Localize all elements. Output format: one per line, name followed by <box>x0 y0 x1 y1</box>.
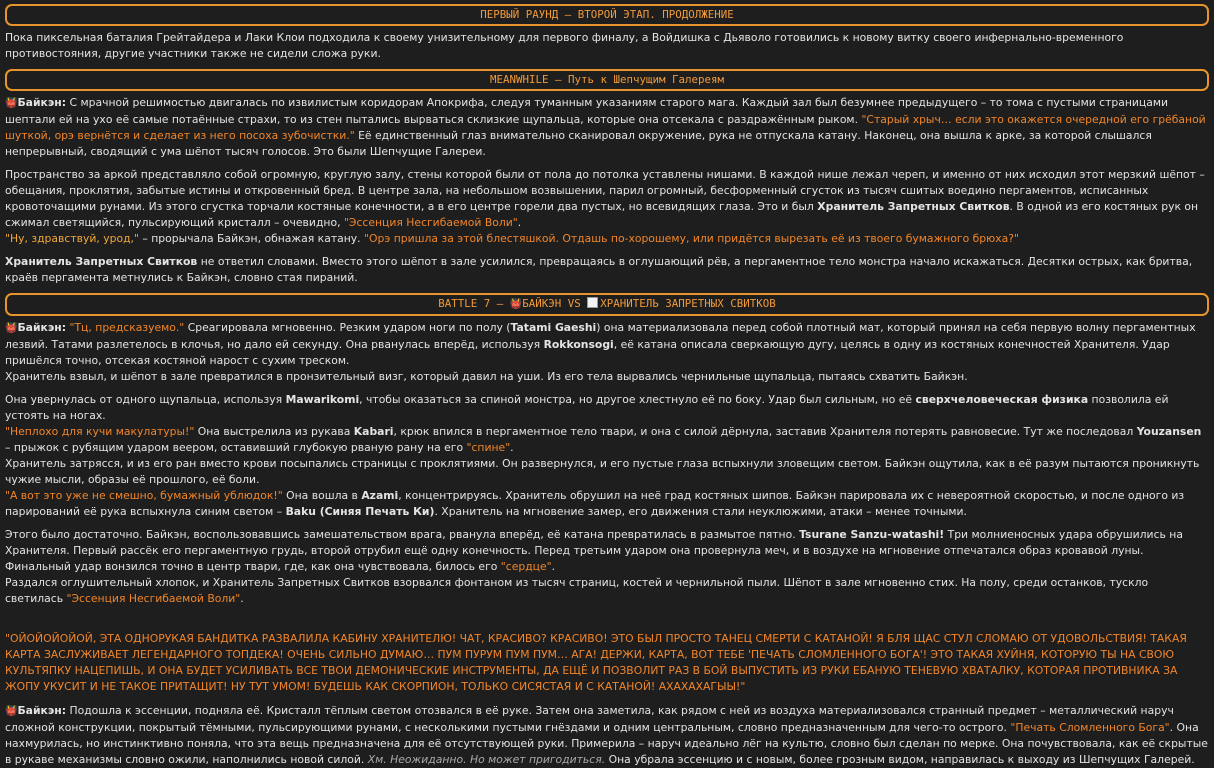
devil-icon: 👹 <box>5 323 18 334</box>
technique-name: Azami <box>361 489 399 502</box>
inner-thought: Хм. Неожиданно. Но может пригодиться. <box>367 753 606 766</box>
battle-banner <box>5 293 1209 316</box>
narration: , чтобы оказаться за спиной монстра, но другое хлестнуло её по боку. Удар был сильным, но её <box>359 393 916 406</box>
meanwhile-banner-title: MEANWHILE – Путь к Шепчущим Галереям <box>489 73 724 86</box>
narration: Хранитель затрясся, и из его ран вместо крови посыпались страницы с проклятиями. Он развернулся, и его пустые глаза вспыхнули зловещим светом. Байкэн ощутила, как в её разум пытаются проникнуть чужие мысли, образы её прошлого, её боли. <box>5 457 1200 486</box>
essence-name: "Эссенция Несгибаемой Воли" <box>66 592 241 605</box>
narration: . <box>510 441 514 454</box>
narration: не ответил словами. Вместо этого шёпот в зале усилился, превращаясь в оглушающий рёв, а пергаментное тело монстра начало искажаться. Десятки острых, как бритва, краёв пергамента метнулись к Байкэн, словно стая пираний. <box>5 255 1193 284</box>
narration: Она вошла в <box>282 489 362 502</box>
narration: Пространство за аркой представляло собой огромную, круглую залу, стены которой были от пола до потолка уставлены нишами. В каждой нише лежал череп, и именно от них исходил этот мерзкий шёпот – обещания, проклятия, забытые истины и откровенный бред. В центре зала, на небольшом возвышении, парил огромный, бесформенный сгусток из тысяч сшитых воедино пергаментов, исписанных кровоточащими рунами. Из этого сгустка торчали костяные конечности, а в его центре горели два пустых, но всевидящих глаза. Это и был <box>5 168 1205 213</box>
narration: . <box>551 560 556 573</box>
narration: Раздался оглушительный хлопок, и Хранитель Запретных Свитков взорвался фонтаном из тысяч страниц, костей и чернильной пыли. Шёпот в зале мгновенно стих. На полу, среди останков, тускло светилась <box>5 576 1149 605</box>
narration: Три молниеносных удара обрушились на Хранителя. Первый рассёк его пергаментную грудь, второй отрубил ещё одну конечность. Перед третьим ударом она провернула меч, и в воздухе на мгновение отпечатался образ кровавой луны. Финальный удар вонзился точно в центр твари, где, как она чувствовала, билось его <box>5 528 1183 573</box>
speaker-label: Байкэн: <box>17 96 67 109</box>
narration: . Хранитель на мгновение замер, его движения стали неуклюжими, атаки – менее точными. <box>434 505 967 518</box>
quote: "Тц, предсказуемо." <box>69 321 185 334</box>
devil-icon: 👹 <box>5 98 18 109</box>
speaker-label: Байкэн: <box>17 321 67 334</box>
narration: Хранитель взвыл, и шёпот в зале превратился в пронзительный визг, который давил на уши. Из его тела вырвались чернильные щупальца, пытаясь схватить Байкэн. <box>5 370 968 383</box>
paragraph-baiken-corridors <box>5 95 1209 160</box>
quote: "Неплохо для кучи макулатуры!" <box>5 425 195 438</box>
technique-name: Tsurane Sanzu-watashi! <box>799 528 945 541</box>
technique-name: Rokkonsogi <box>543 338 614 351</box>
narration: Она увернулась от одного щупальца, используя <box>5 393 286 406</box>
essence-name: "Эссенция Несгибаемой Воли" <box>343 216 518 229</box>
quote: "А вот это уже не смешно, бумажный ублюдок!" <box>5 489 283 502</box>
guardian-name: Хранитель Запретных Свитков <box>817 200 1010 213</box>
technique-name: Mawarikomi <box>285 393 360 406</box>
narration: Этого было достаточно. Байкэн, воспользовавшись замешательством врага, рванула вперёд, её катана превратилась в размытое пятно. <box>5 528 800 541</box>
narration: . <box>517 216 522 229</box>
book-icon <box>587 297 598 308</box>
narration: Подошла к эссенции, подняла её. Кристалл тёплым светом отозвался в её руке. Затем она заметила, как рядом с ней из воздуха материализовался странный предмет – металлический наруч сложной конструкции, покрытый тёмными, пульсирующими рунами, с несколькими пустыми гнёздами и одним центральным, словно предназначенным для чего-то острого. <box>5 704 1174 734</box>
narration: . Она нахмурилась, но инстинктивно поняла, что эта вещь предназначена для её отсутствующей руки. Примерила – наруч идеально лёг на культю, словно был сделан по мерке. Она почувствовала, как её скрытые в рукаве механизмы словно ожили, наполнились новой силой. <box>5 721 1208 766</box>
technique-name: Kabari <box>353 425 394 438</box>
narration: С мрачной решимостью двигалась по извилистым коридорам Апокрифа, следуя туманным указаниям старого мага. Каждый зал был безумнее предыдущего – то тома с пустыми страницами шептали ей на ухо её самые потаённые страхи, то из стен пытались вырваться склизкие щупальца, которые она отсекала с раздражённым рыком. <box>5 96 1169 126</box>
versus-label: VS <box>561 297 588 310</box>
technique-name: Youzansen <box>1136 425 1202 438</box>
paragraph-battle-finish <box>5 527 1209 607</box>
paragraph-reward <box>5 703 1209 768</box>
round-banner-title: ПЕРВЫЙ РАУНД – ВТОРОЙ ЭТАП. ПРОДОЛЖЕНИЕ <box>480 8 734 21</box>
devil-icon: 👹 <box>509 299 523 310</box>
fighter-a: БАЙКЭН <box>522 297 562 310</box>
narration: – прыжок с рубящим ударом веером, оставивший глубокую рваную рану на его <box>5 441 467 454</box>
narration: – прорычала Байкэн, обнажая катану. <box>138 232 365 245</box>
narration: Среагировала мгновенно. Резким ударом ноги по полу ( <box>184 321 511 334</box>
announcer-shout: "ОЙОЙОЙОЙОЙ, ЭТА ОДНОРУКАЯ БАНДИТКА РАЗВАЛИЛА КАБИНУ ХРАНИТЕЛЮ! ЧАТ, КРАСИВО? КРАСИВО! ЭТО БЫЛ ПРОСТО ТАНЕЦ СМЕРТИ С КАТАНОЙ! Я БЛЯ ЩАС СТУЛ СЛОМАЮ ОТ УДОВОЛЬСТВИЯ! ТАКАЯ КАРТА ЗАСЛУЖИВАЕТ ЛЕГЕНДАРНОГО ТОПДЕКА! ОЧЕНЬ СИЛЬНО ДУМАЮ… ПУМ ПУРУМ ПУМ ПУМ… АГА! ДЕРЖИ, КАРТА, ВОТ ТЕБЕ 'ПЕЧАТЬ СЛОМЛЕННОГО БОГА'! ЭТО ТАКАЯ ХУЙНЯ, КОТОРУЮ ТЫ НА СВОЮ КУЛЬТЯПКУ НАЦЕПИШЬ, И ОНА БУДЕТ УСИЛИВАТЬ ВСЕ ТВОИ ДЕМОНИЧЕСКИЕ ИНСТРУМЕНТЫ, ДА ЕЩЁ И ПОЗВОЛИТ РАЗ В БОЙ ВЫПУСТИТЬ ИЗ РУКИ ЕБАНУЮ ТЕНЕВУЮ ХВАТАЛКУ, КОТОРАЯ ПРОТИВНИКА ЗА ЖОПУ УКУСИТ И НЕ ТАКОЕ ПРИТАЩИТ! НУ ТУТ УМОМ! БУДЕШЬ КАК СКОРПИОН, ТОЛЬКО СИСЯСТАЯ И С КАТАНОЙ! АХАХАХАГЫЫ!" <box>5 632 1187 693</box>
guardian-name: Хранитель Запретных Свитков <box>5 255 198 268</box>
paragraph-hall-description <box>5 167 1209 247</box>
speaker-label: Байкэн: <box>17 704 67 717</box>
round-banner <box>5 4 1209 26</box>
narration: . <box>240 592 244 605</box>
narration: , концентрируясь. Хранитель обрушил на неё град костяных шипов. Байкэн парировала их с невероятной скоростью, и после одного из парирований её рука вспыхнула синим светом – <box>5 489 1185 518</box>
paragraph-guardian-reply <box>5 254 1209 286</box>
narration: Она выстрелила из рукава <box>194 425 354 438</box>
narration: Её единственный глаз внимательно сканировал окружение, рука не отпускала катану. Наконец, она вышла к арке, за которой слышался непрерывный, сводящий с ума шёпот тысяч голосов. Это были Шепчущие Галереи. <box>5 129 1152 158</box>
fighter-b: ХРАНИТЕЛЬ ЗАПРЕТНЫХ СВИТКОВ <box>600 297 776 310</box>
narration: . В одной из его костяных рук он сжимал светящийся, пульсирующий кристалл – очевидно, <box>5 200 1199 229</box>
paragraph-battle-start <box>5 320 1209 385</box>
technique-name: Tatami Gaeshi <box>510 321 597 334</box>
technique-name: Baku (Синяя Печать Ки) <box>285 505 435 518</box>
quote: "спине" <box>466 441 511 454</box>
quote: "Старый хрыч… если это окажется очередной его грёбаной шуткой, орэ вернётся и сделает из него посоха зубочистки." <box>5 113 1206 142</box>
narration: позволила ей устоять на ногах. <box>5 393 1169 422</box>
narration: ) она материализовала перед собой плотный мат, который принял на себя первую волну пергаментных лезвий. Татами разлетелось в клочья, но дало ей секунду. Она рванулась вперёд, используя <box>5 321 1196 351</box>
technique-name: сверхчеловеческая физика <box>915 393 1089 406</box>
quote: "Орэ пришла за этой блестяшкой. Отдашь по-хорошему, или придётся вырезать её из твоего бумажного брюха?" <box>364 232 1019 245</box>
seal-name: "Печать Сломленного Бога" <box>1010 721 1170 734</box>
quote: "сердце" <box>500 560 552 573</box>
quote: "Ну, здравствуй, урод," <box>5 232 139 245</box>
narration: , её катана описала сверкающую дугу, целясь в одну из костяных конечностей Хранителя. Удар пришёлся точно, отсекая костяной нарост с сухим треском. <box>5 338 1170 367</box>
narration: , крюк впился в пергаментное тело твари, и она с силой дёрнула, заставив Хранителя потерять равновесие. Тут же последовал <box>393 425 1137 438</box>
meanwhile-banner <box>5 69 1209 91</box>
battle-number: BATTLE 7 – <box>438 297 510 310</box>
devil-icon: 👹 <box>5 706 18 717</box>
paragraph-battle-middle <box>5 392 1209 520</box>
narration: Она убрала эссенцию и с новым, более грозным видом, направилась к выходу из Шепчущих Галерей. <box>605 753 1195 766</box>
intro-paragraph: Пока пиксельная баталия Грейтайдера и Лаки Клои подходила к своему унизительному для первого финалу, а Войдишка с Дьяволо готовились к новому витку своего инфернально-временного противостояния, другие участники также не сидели сложа руки. <box>5 31 1124 60</box>
